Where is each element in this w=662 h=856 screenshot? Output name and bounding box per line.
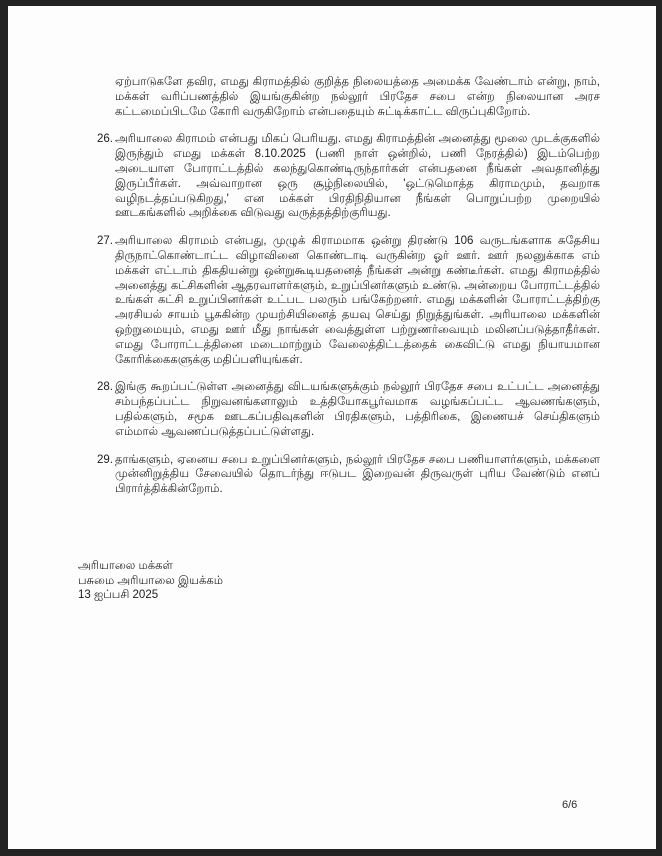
numbered-paragraph (97, 380, 600, 439)
paragraph-text: அரியாலை கிராமம் என்பது மிகப் பெரியது. எமது கிராமத்தின் அனைத்து மூலை முடக்குகளில் இருந்தும் எமது மக்கள் 8.10.2025 (பணி நாள் ஒன்றில், பணி நேரத்தில்) இடம்பெற்ற அடையாள போராட்டத்தில் கலந்துகொண்டிருந்தார்கள் என்பதனை நீங்கள் அவதானித்து இருப்பீர்கள். அவ்வாறான ஒரு சூழ்நிலையில், 'ஒட்டுமொத்த கிராமமும், தவறாக வழிநடத்தப்படுகிறது,' என மக்கள் பிரதிநிதியான நீங்கள் பொறுப்பற்ற முறையில் ஊடகங்களில் அறிக்கை விடுவது வருத்தத்திற்குரியது. (115, 133, 600, 220)
paragraph-number: 28. (97, 381, 113, 394)
paragraph-text: தாங்களும், ஏனைய சபை உறுப்பினர்களும், நல்லூர் பிரதேச சபை பணியாளர்களும், மக்களை முன்னிறுத்திய சேவையில் தொடர்ந்து ஈடுபட இறைவன் திருவருள் புரிய வேண்டும் எனப் பிரார்த்திக்கின்றோம். (115, 453, 600, 496)
numbered-paragraph (97, 234, 600, 367)
paragraph-text: இங்கு கூறப்பட்டுள்ள அனைத்து விடயங்களுக்கும் நல்லூர் பிரதேச சபை உட்பட்ட அனைத்து சம்பந்தப்பட்ட நிறுவனங்களாலும் உத்தியோகபூர்வமாக வழங்கப்பட்ட ஆவணங்களும், பதில்களும், சமூக ஊடகப்பதிவுகளின் பிரதிகளும், பத்திரிகை, இணையச் செய்திகளும் எம்மால் ஆவணப்படுத்தப்பட்டுள்ளது. (115, 381, 600, 438)
signature-block (78, 559, 223, 603)
numbered-paragraph (97, 132, 600, 221)
document-body (97, 75, 600, 510)
intro-paragraph: ஏற்பாடுகளே தவிர, எமது கிராமத்தில் குறித்த நிலையத்தை அமைக்க வேண்டாம் என்று, நாம், மக்கள் வரிப்பணத்தில் இயங்குகின்ற நல்லூர் பிரதேச சபை என்ற நிலையான அரச கட்டமைப்பிடமே கோரி வருகிறோம் என்பதையும் சுட்டிக்காட்ட விருப்புகிறோம். (115, 76, 600, 118)
paragraph-text: அரியாலை கிராமம் என்பது, முழுக் கிராமமாக ஒன்று திரண்டு 106 வருடங்களாக சுதேசிய திருநாட்கொண்டாட்ட விழாவினை கொண்டாடி வருகின்ற ஓர் ஊர். ஊர் நலனுக்காக எம் மக்கள் எட்டாம் திகதியன்று ஒன்றுகூடியதனைத் நீங்கள் அன்று கண்டீர்கள். எமது கிராமத்தில் அனைத்து கட்சிகளின் ஆதரவாளர்களும், உறுப்பினர்களும் உண்டு. அன்றைய போராட்டத்தில் உங்கள் கட்சி உறுப்பினர்கள் உட்பட பலரும் பங்கேற்றனர். எமது மக்களின் போராட்டத்திற்கு அரசியல் சாயம் பூசுகின்ற முயற்சியினைத் தயவு செய்து நிறுத்துங்கள். அரியாலை மக்களின் ஒற்றுமையும், எமது ஊர் மீது நாங்கள் வைத்துள்ள பற்றுணர்வையும் மலினப்படுத்தாதீர்கள். எமது போராட்டத்தினை மடைமாற்றும் வேலைத்திட்டத்தைக் கைவிட்டு எமது நியாயமான கோரிக்கைகளுக்கு மதிப்பளியுங்கள். (115, 235, 600, 366)
page-number: 6/6 (562, 799, 578, 811)
signature-organization: பசுமை அரியாலை இயக்கம் (78, 574, 223, 587)
signature-date: 13 ஐப்பசி 2025 (78, 589, 159, 602)
paragraph-number: 29. (97, 453, 113, 466)
numbered-paragraph (97, 453, 600, 497)
paragraph-number: 26. (97, 133, 113, 146)
signature-author: அரியாலை மக்கள் (78, 560, 173, 572)
paragraph-number: 27. (97, 235, 113, 248)
document-page (8, 6, 656, 849)
